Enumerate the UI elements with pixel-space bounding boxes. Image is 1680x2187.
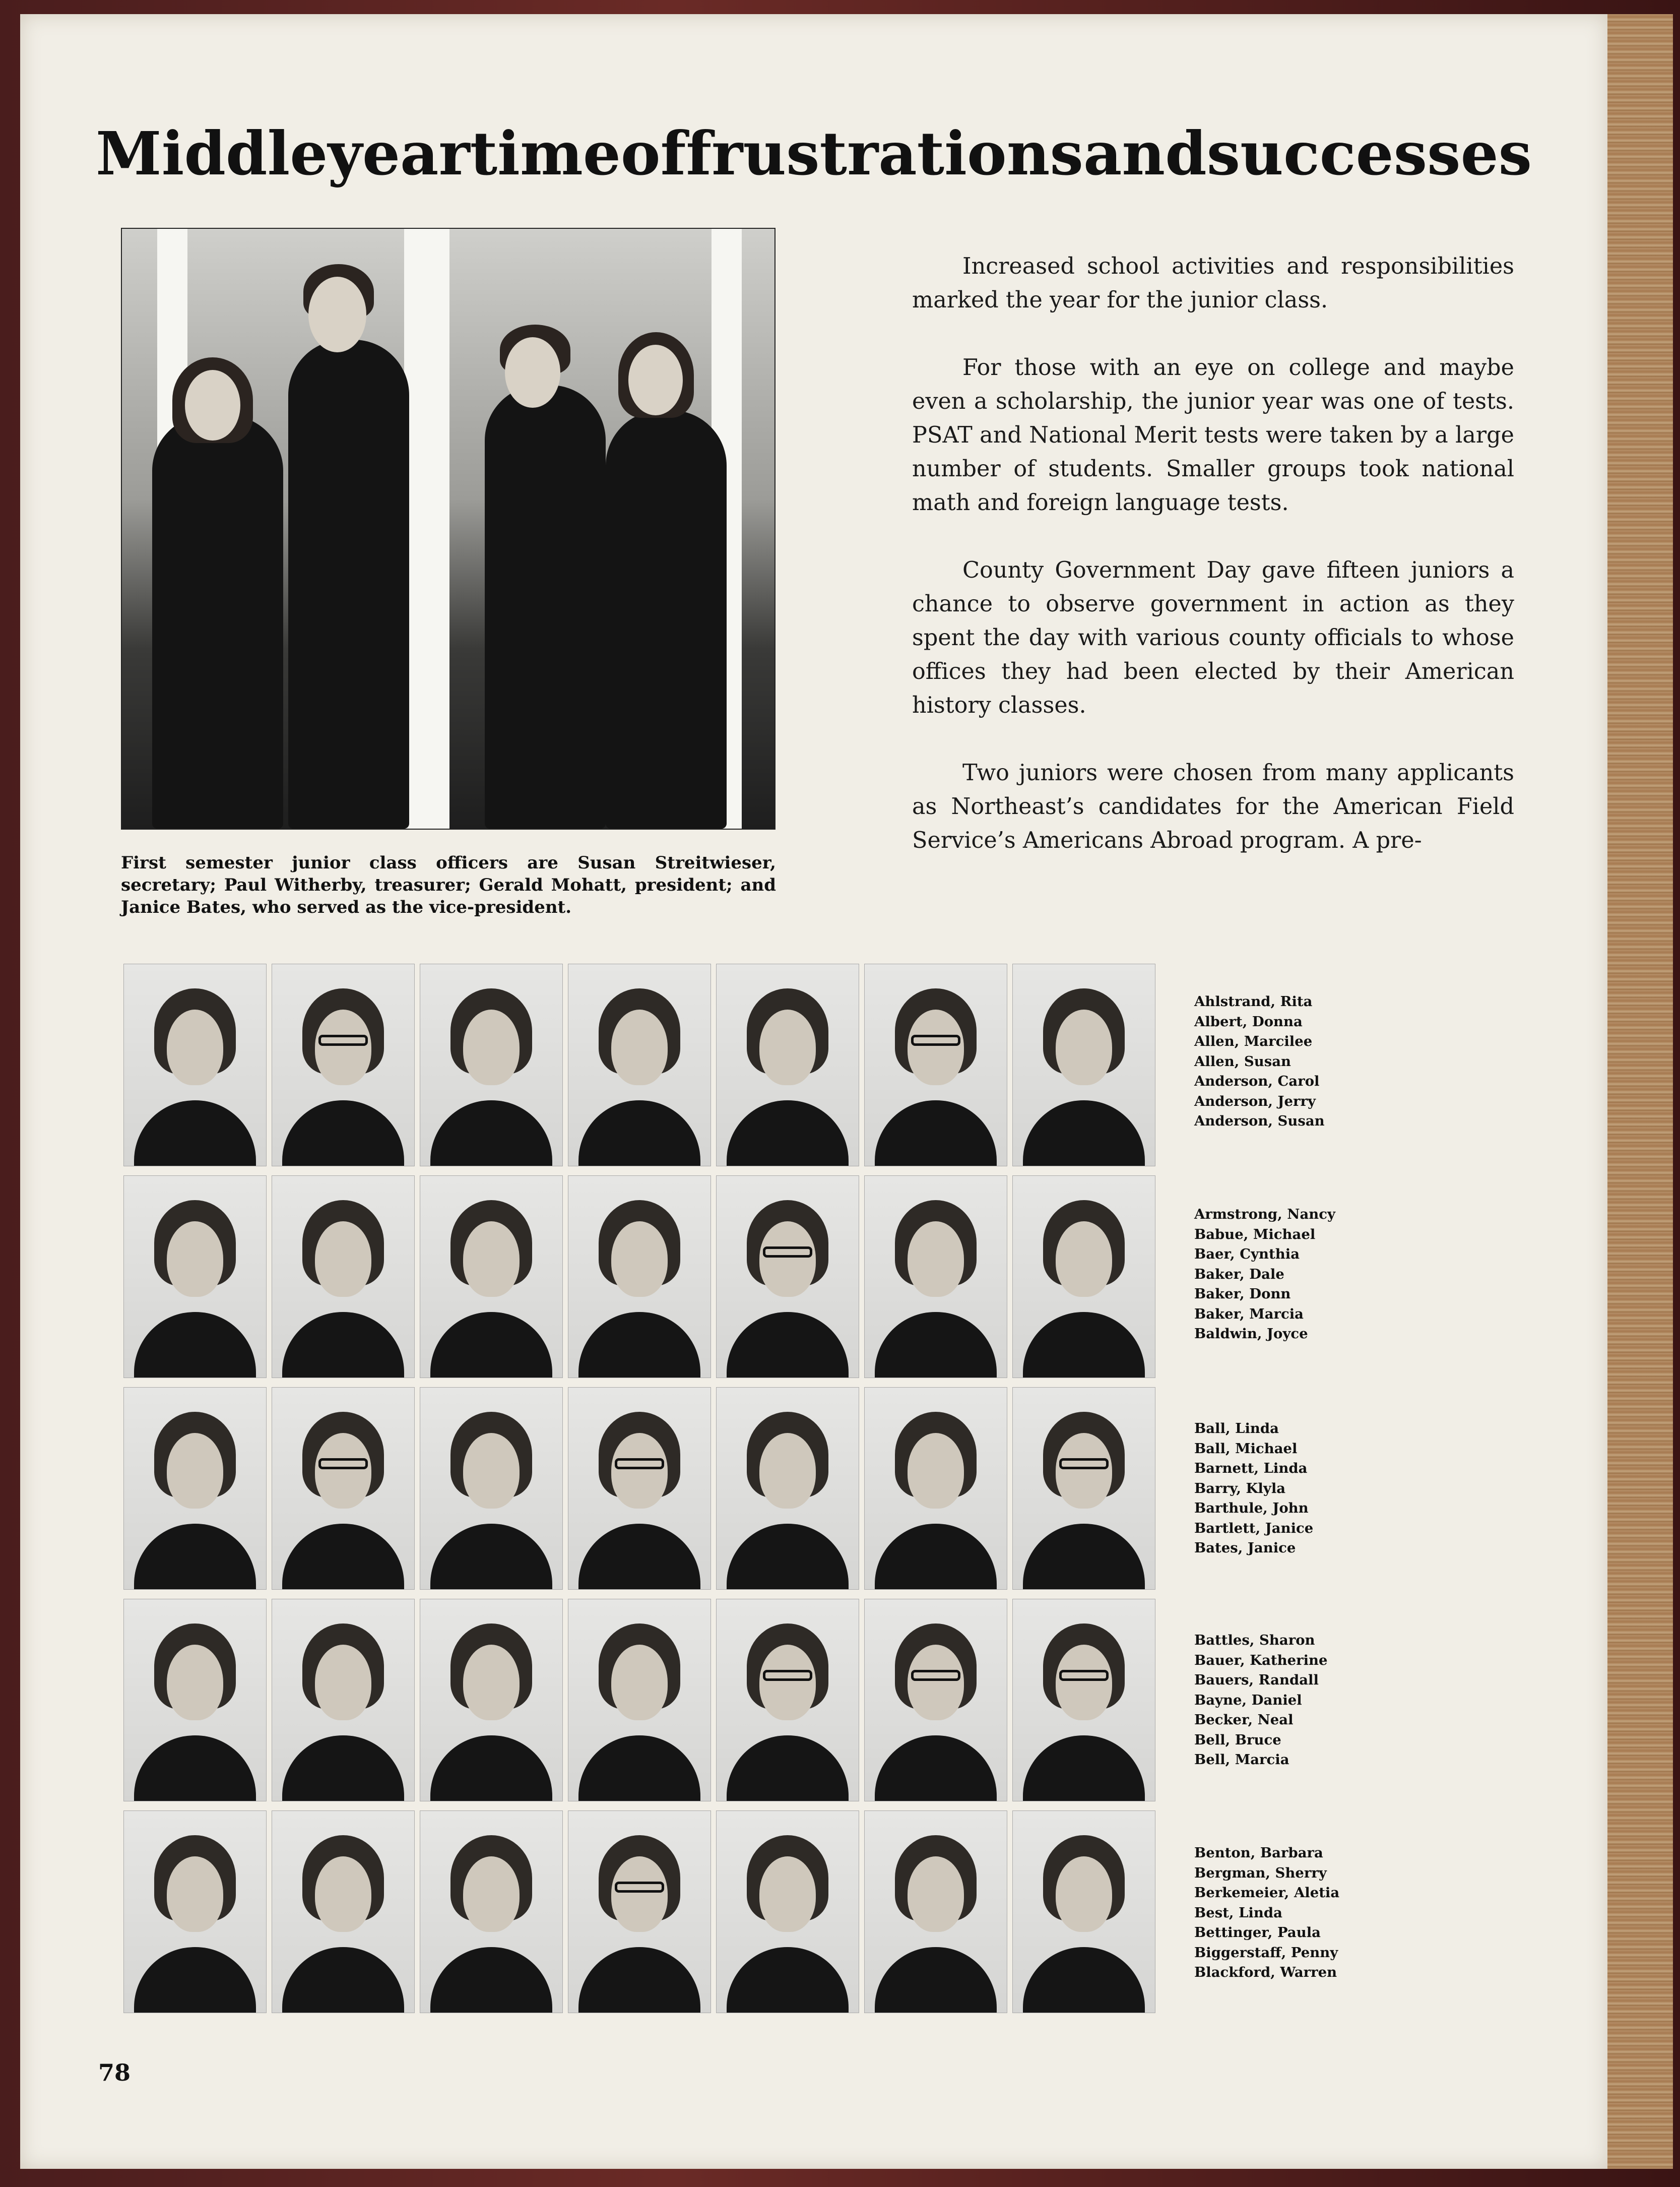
student-name: Allen, Susan (1194, 1053, 1291, 1070)
student-portrait (123, 964, 267, 1166)
student-portrait (716, 1810, 859, 2013)
student-portrait (272, 964, 415, 1166)
officer-face (185, 370, 240, 441)
student-name: Bartlett, Janice (1194, 1520, 1314, 1536)
portrait-face (463, 1433, 520, 1509)
glasses-icon (763, 1246, 812, 1258)
name-list-row-4 (1194, 1631, 1406, 1770)
name-list-row-2 (1194, 1205, 1406, 1344)
portrait-face (315, 1856, 371, 1932)
portrait-body (134, 1524, 256, 1590)
student-name: Bauer, Katherine (1194, 1652, 1328, 1668)
portrait-body (282, 1735, 404, 1801)
student-portrait (864, 964, 1007, 1166)
portrait-body (430, 1312, 552, 1378)
portrait-body (134, 1100, 256, 1166)
student-portrait (1012, 964, 1155, 1166)
student-portrait (123, 1175, 267, 1378)
student-portrait (568, 1175, 711, 1378)
portrait-body (134, 1312, 256, 1378)
student-name: Baker, Donn (1194, 1286, 1291, 1302)
student-portrait (568, 1599, 711, 1801)
portrait-face (759, 1221, 816, 1297)
article-body (912, 249, 1514, 857)
portrait-body (875, 1947, 997, 2013)
portrait-face (1056, 1010, 1112, 1085)
student-portrait (716, 1599, 859, 1801)
student-portrait (123, 1387, 267, 1590)
portrait-body (578, 1947, 700, 2013)
portrait-body (727, 1312, 849, 1378)
glasses-icon (318, 1458, 368, 1469)
portrait-face (1056, 1856, 1112, 1932)
glasses-icon (615, 1882, 664, 1893)
portrait-body (134, 1735, 256, 1801)
officers-photo (121, 228, 776, 830)
portrait-face (611, 1221, 668, 1297)
portrait-face (759, 1433, 816, 1509)
student-portrait (568, 1810, 711, 2013)
student-portrait (568, 964, 711, 1166)
article-paragraph: Increased school activities and responsibilities marked the year for the junior class. (912, 254, 1514, 313)
portrait-body (430, 1524, 552, 1590)
student-name: Berkemeier, Aletia (1194, 1885, 1340, 1901)
portrait-body (430, 1100, 552, 1166)
student-name: Barnett, Linda (1194, 1460, 1308, 1476)
student-portrait (568, 1387, 711, 1590)
student-portrait (123, 1810, 267, 2013)
portrait-body (727, 1100, 849, 1166)
student-name: Baer, Cynthia (1194, 1246, 1300, 1262)
student-name: Anderson, Carol (1194, 1073, 1320, 1089)
student-name: Barthule, John (1194, 1500, 1309, 1516)
portrait-face (167, 1010, 223, 1085)
officer-figure (152, 415, 283, 829)
student-portrait (716, 1387, 859, 1590)
glasses-icon (1059, 1458, 1109, 1469)
portrait-body (1023, 1947, 1145, 2013)
officer-figure (485, 385, 606, 829)
portrait-face (611, 1010, 668, 1085)
title-word: frustrations (686, 118, 1083, 189)
student-name: Ahlstrand, Rita (1194, 993, 1313, 1010)
portrait-face (611, 1645, 668, 1720)
portrait-grid (123, 964, 1146, 2027)
student-name: Allen, Marcilee (1194, 1033, 1313, 1049)
student-name: Bayne, Daniel (1194, 1692, 1302, 1708)
article-paragraph: County Government Day gave fifteen juniors a chance to observe government in action as they spent the day with various county officials to whose offices they had been elected by their American history classes. (912, 557, 1514, 718)
portrait-face (1056, 1645, 1112, 1720)
officer-figure (288, 340, 409, 829)
student-name: Battles, Sharon (1194, 1632, 1315, 1648)
page-title (96, 118, 1532, 189)
title-word: year (328, 118, 470, 189)
student-portrait (1012, 1175, 1155, 1378)
student-name: Babue, Michael (1194, 1226, 1316, 1242)
portrait-face (167, 1433, 223, 1509)
student-portrait (272, 1599, 415, 1801)
portrait-body (578, 1100, 700, 1166)
student-name: Anderson, Jerry (1194, 1093, 1316, 1109)
officer-figure (606, 410, 727, 829)
student-portrait (272, 1387, 415, 1590)
portrait-face (611, 1433, 668, 1509)
portrait-face (759, 1010, 816, 1085)
page-number: 78 (98, 2059, 131, 2086)
student-name: Armstrong, Nancy (1194, 1206, 1335, 1222)
portrait-face (463, 1010, 520, 1085)
name-list-row-3 (1194, 1419, 1406, 1558)
portrait-body (1023, 1312, 1145, 1378)
student-portrait (716, 964, 859, 1166)
glasses-icon (763, 1670, 812, 1681)
student-name: Biggerstaff, Penny (1194, 1944, 1338, 1961)
student-name: Best, Linda (1194, 1904, 1282, 1921)
article-paragraph: Two juniors were chosen from many applicants as Northeast’s candidates for the American Field Service’s Americans Abroad program. A pre- (912, 760, 1514, 853)
student-portrait (272, 1810, 415, 2013)
student-portrait (1012, 1810, 1155, 2013)
student-portrait (123, 1599, 267, 1801)
portrait-body (875, 1524, 997, 1590)
portrait-face (908, 1221, 964, 1297)
name-list-row-1 (1194, 992, 1406, 1132)
portrait-face (167, 1645, 223, 1720)
portrait-face (463, 1221, 520, 1297)
officer-face (628, 345, 683, 415)
student-name: Ball, Linda (1194, 1420, 1279, 1436)
student-name: Ball, Michael (1194, 1440, 1298, 1457)
portrait-body (875, 1312, 997, 1378)
page-fringe (1607, 14, 1673, 2169)
name-list-row-5 (1194, 1843, 1406, 1983)
officer-face (308, 277, 366, 352)
portrait-body (282, 1524, 404, 1590)
portrait-body (282, 1312, 404, 1378)
portrait-body (875, 1100, 997, 1166)
porch-column (404, 229, 449, 829)
student-name: Baker, Dale (1194, 1266, 1284, 1282)
portrait-body (578, 1735, 700, 1801)
portrait-body (282, 1100, 404, 1166)
portrait-face (908, 1645, 964, 1720)
student-name: Anderson, Susan (1194, 1113, 1325, 1129)
portrait-face (167, 1221, 223, 1297)
student-name: Bates, Janice (1194, 1540, 1296, 1556)
portrait-face (611, 1856, 668, 1932)
student-name: Bell, Marcia (1194, 1752, 1289, 1768)
student-name: Bell, Bruce (1194, 1731, 1281, 1748)
glasses-icon (911, 1670, 960, 1681)
portrait-body (875, 1735, 997, 1801)
portrait-face (908, 1433, 964, 1509)
student-name: Becker, Neal (1194, 1712, 1294, 1728)
glasses-icon (318, 1035, 368, 1046)
portrait-face (167, 1856, 223, 1932)
student-name: Albert, Donna (1194, 1013, 1303, 1030)
portrait-body (1023, 1524, 1145, 1590)
student-name: Bettinger, Paula (1194, 1924, 1321, 1941)
portrait-face (315, 1433, 371, 1509)
title-word: and (1083, 118, 1207, 189)
portrait-face (908, 1010, 964, 1085)
article-paragraph: For those with an eye on college and maybe even a scholarship, the junior year was one of tests. PSAT and National Merit tests were taken by a large number of students. Smaller groups took national math and foreign language tests. (912, 355, 1514, 516)
portrait-body (1023, 1735, 1145, 1801)
title-word: of (620, 118, 686, 189)
student-name: Blackford, Warren (1194, 1964, 1337, 1980)
portrait-body (578, 1312, 700, 1378)
portrait-face (315, 1221, 371, 1297)
portrait-face (463, 1645, 520, 1720)
photo-caption: First semester junior class officers are Susan Streitwieser, secretary; Paul Witherby, treasurer; Gerald Mohatt, president; and Janice Bates, who served as the vice-president. (121, 853, 776, 917)
portrait-body (727, 1947, 849, 2013)
portrait-face (1056, 1221, 1112, 1297)
officer-face (505, 337, 560, 408)
portrait-body (282, 1947, 404, 2013)
title-word: time (470, 118, 621, 189)
student-portrait (716, 1175, 859, 1378)
student-name: Baker, Marcia (1194, 1305, 1304, 1322)
title-word: Middle (96, 118, 328, 189)
student-portrait (420, 964, 563, 1166)
student-name: Barry, Klyla (1194, 1480, 1286, 1496)
student-name: Baldwin, Joyce (1194, 1326, 1308, 1342)
portrait-face (463, 1856, 520, 1932)
glasses-icon (1059, 1670, 1109, 1681)
student-name: Benton, Barbara (1194, 1845, 1323, 1861)
portrait-face (759, 1856, 816, 1932)
portrait-face (315, 1645, 371, 1720)
student-portrait (864, 1175, 1007, 1378)
student-name: Bauers, Randall (1194, 1672, 1319, 1688)
student-portrait (864, 1387, 1007, 1590)
portrait-body (727, 1524, 849, 1590)
portrait-face (1056, 1433, 1112, 1509)
portrait-body (578, 1524, 700, 1590)
portrait-face (908, 1856, 964, 1932)
student-portrait (272, 1175, 415, 1378)
portrait-face (315, 1010, 371, 1085)
student-portrait (420, 1387, 563, 1590)
title-word: successes (1206, 118, 1532, 189)
student-name: Bergman, Sherry (1194, 1864, 1327, 1881)
student-portrait (1012, 1387, 1155, 1590)
portrait-body (727, 1735, 849, 1801)
portrait-body (134, 1947, 256, 2013)
student-portrait (420, 1175, 563, 1378)
glasses-icon (911, 1035, 960, 1046)
portrait-body (430, 1735, 552, 1801)
glasses-icon (615, 1458, 664, 1469)
student-portrait (420, 1810, 563, 2013)
student-portrait (864, 1810, 1007, 2013)
portrait-face (759, 1645, 816, 1720)
portrait-body (1023, 1100, 1145, 1166)
student-portrait (420, 1599, 563, 1801)
student-portrait (1012, 1599, 1155, 1801)
student-portrait (864, 1599, 1007, 1801)
portrait-body (430, 1947, 552, 2013)
